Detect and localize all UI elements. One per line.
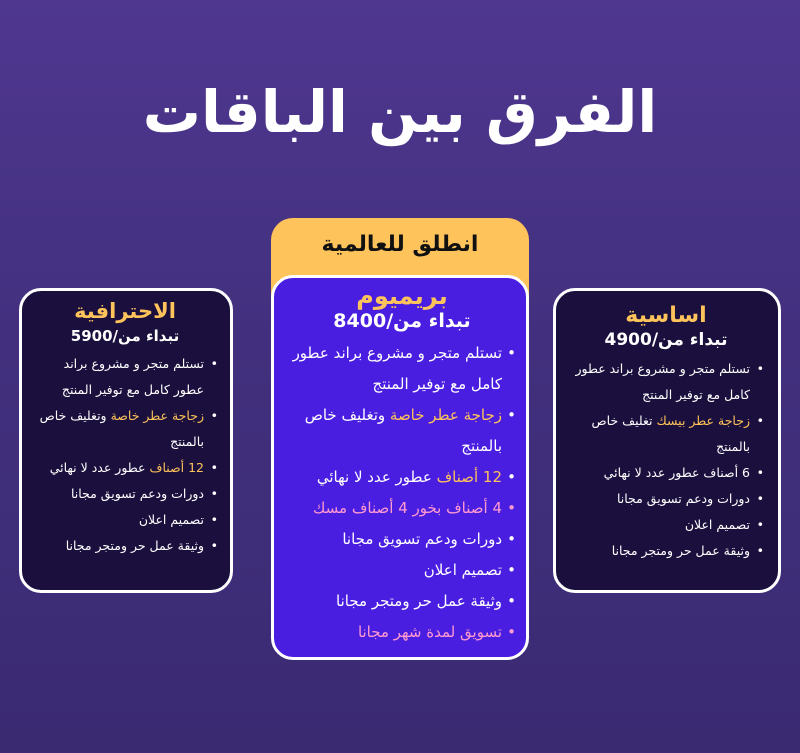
feature-text: وثيقة عمل حر ومتجر مجانا [336,592,502,610]
feature-item [288,555,516,586]
plan-price: تبداء من/8400 [333,310,471,332]
feature-item [568,460,764,486]
feature-item [32,507,218,533]
feature-text: تصميم اعلان [423,561,502,579]
plan-name: الاحترافية [74,299,176,323]
feature-item [288,338,516,400]
feature-item [288,400,516,462]
feature-text: دورات ودعم تسويق مجانا [342,530,502,548]
feature-item [568,486,764,512]
feature-text: تصميم اعلان [138,512,204,527]
feature-highlight: زجاجة عطر خاصة [389,406,502,424]
feature-text: 6 أصناف عطور عدد لا نهائي [603,465,750,480]
feature-item [288,493,516,524]
feature-item [568,512,764,538]
premium-banner: انطلق للعالمية [271,218,529,298]
plan-name: اساسية [625,303,707,328]
feature-list [568,356,764,564]
plan-price: تبداء من/5900 [70,327,180,345]
page-title: الفرق بين الباقات [142,78,658,146]
feature-highlight: 12 أصناف [149,460,204,475]
feature-text: وثيقة عمل حر ومتجر مجانا [65,538,204,553]
feature-text: وثيقة عمل حر ومتجر مجانا [611,543,750,558]
feature-highlight: 12 أصناف [436,468,502,486]
feature-item [32,455,218,481]
feature-text: تستلم متجر و مشروع براند عطور كامل مع توفير المنتج [575,361,750,402]
feature-item [32,533,218,559]
feature-text: تغليف خاص بالمنتج [591,413,750,454]
plan-card-basic [553,288,781,593]
feature-highlight: زجاجة عطر خاصة [110,408,204,423]
feature-text: وتغليف خاص بالمنتج [304,406,502,455]
feature-text: تستلم متجر و مشروع براند عطور كامل مع توفير المنتج [61,356,204,397]
feature-list [32,351,218,559]
plan-name: بريميوم [356,282,448,310]
feature-text: عطور عدد لا نهائي [316,468,437,486]
feature-item [288,617,516,648]
plan-card-premium [271,275,529,660]
feature-item [32,403,218,455]
feature-highlight: زجاجة عطر بيسك [656,413,750,428]
feature-item [288,462,516,493]
feature-highlight: 4 أصناف بخور 4 أصناف مسك [313,499,502,517]
feature-highlight: تسويق لمدة شهر مجانا [357,623,502,641]
feature-item [568,538,764,564]
feature-item [288,524,516,555]
feature-text: وتغليف خاص بالمنتج [39,408,204,449]
feature-text: تستلم متجر و مشروع براند عطور كامل مع توفير المنتج [292,344,502,393]
feature-item [32,481,218,507]
feature-item [32,351,218,403]
feature-list [288,338,516,648]
feature-item [568,408,764,460]
feature-text: دورات ودعم تسويق مجانا [70,486,204,501]
feature-text: عطور عدد لا نهائي [49,460,150,475]
feature-item [568,356,764,408]
plan-card-professional [19,288,233,593]
feature-text: دورات ودعم تسويق مجانا [616,491,750,506]
plan-price: تبداء من/4900 [604,330,728,350]
feature-text: تصميم اعلان [684,517,750,532]
feature-item [288,586,516,617]
